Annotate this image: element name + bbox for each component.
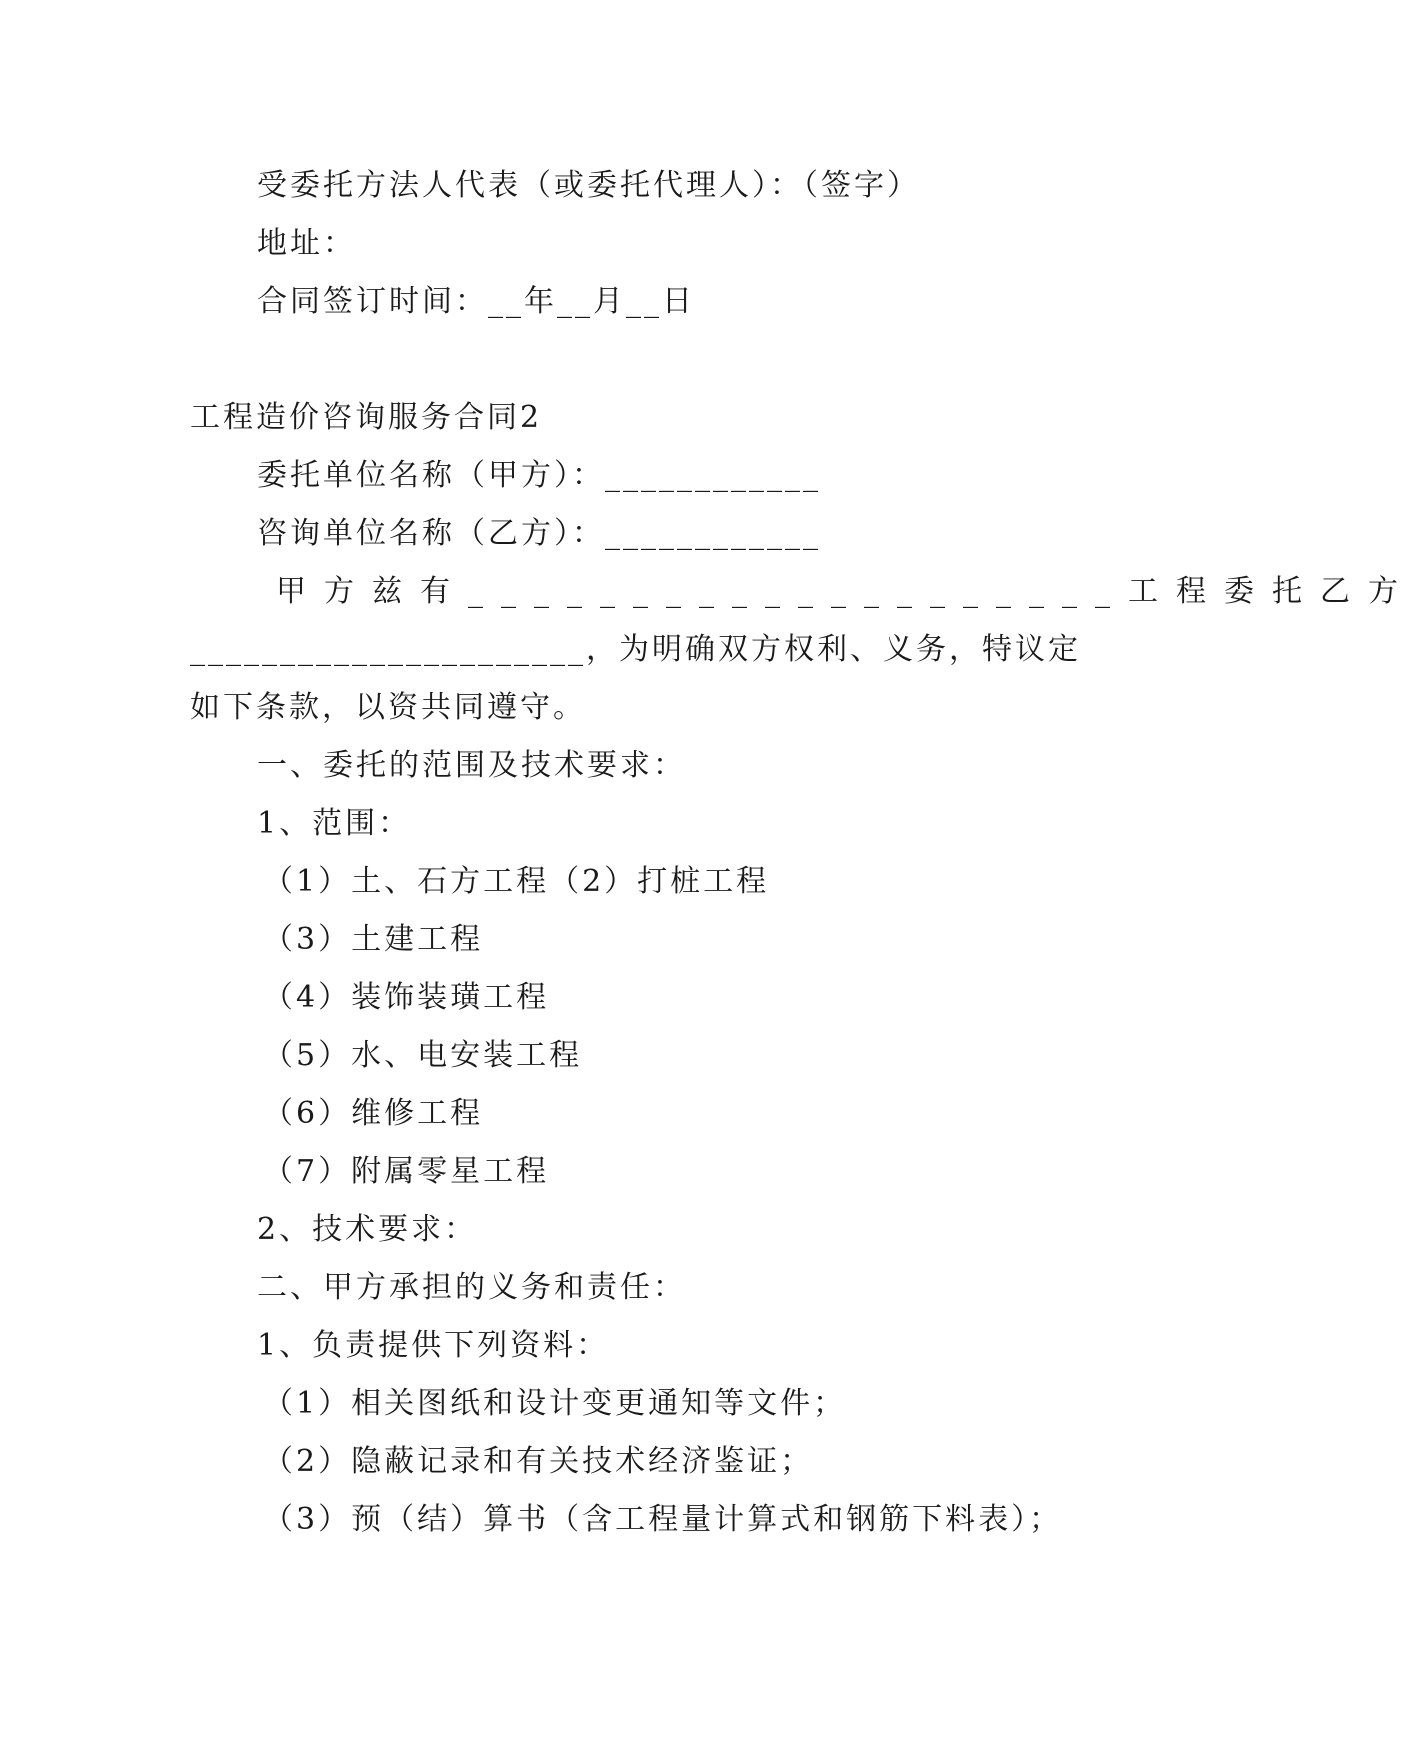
scope-item: （1）土、石方工程（2）打桩工程 [263,864,770,899]
sign-date-line: 合同签订时间：__年__月__日 [257,284,695,319]
scope-item: （4）装饰装璜工程 [263,980,550,1015]
intro-line-1: 甲方兹有____________________工程委托乙方 [276,574,1416,609]
scope-heading: 1、范围： [257,806,412,841]
materials-item: （2）隐蔽记录和有关技术经济鉴证； [263,1444,814,1479]
materials-item: （1）相关图纸和设计变更通知等文件； [263,1386,847,1421]
address-line: 地址： [257,226,356,261]
contract-title: 工程造价咨询服务合同2 [190,400,543,435]
scope-item: （6）维修工程 [263,1096,484,1131]
tech-requirements: 2、技术要求： [257,1212,478,1247]
signatory-line: 受委托方法人代表（或委托代理人）：（签字） [257,168,920,203]
scope-item: （7）附属零星工程 [263,1154,550,1189]
scope-item: （5）水、电安装工程 [263,1038,583,1073]
section-1-heading: 一、委托的范围及技术要求： [257,748,686,783]
materials-heading: 1、负责提供下列资料： [257,1328,610,1363]
scope-item: （3）土建工程 [263,922,484,957]
materials-item: （3）预（结）算书（含工程量计算式和钢筋下料表）； [263,1502,1063,1537]
section-2-heading: 二、甲方承担的义务和责任： [257,1270,686,1305]
intro-line-2: ______________________，为明确双方权利、义务，特议定 [190,632,1081,667]
intro-line-3: 如下条款，以资共同遵守。 [190,690,586,725]
party-a-line: 委托单位名称（甲方）：____________ [257,458,821,493]
party-b-line: 咨询单位名称（乙方）：____________ [257,516,821,551]
